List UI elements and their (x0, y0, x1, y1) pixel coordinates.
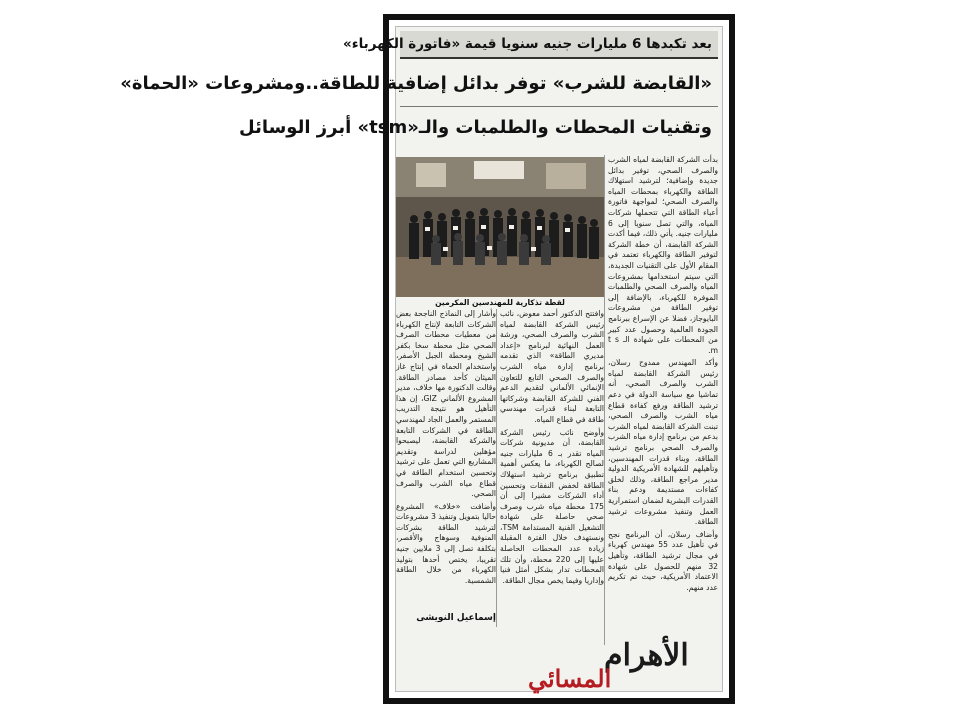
article-headline-line-2: وتقنيات المحطات والطلمبات والـ«tsm» أبرز الوسائل (239, 117, 712, 138)
group-photo-icon (396, 157, 604, 297)
article-kicker: بعد تكبدها 6 مليارات جنيه سنويا قيمة «فاتورة الكهرباء» (400, 31, 718, 59)
logo-name-masaai: المسائي (528, 664, 612, 693)
logo-name-ahram: الأهرام (604, 638, 689, 673)
paragraph: وأضافت «خلاف» المشروع حاليا بتمويل وتنفيذ 3 مشروعات لترشيد الطاقة بشركات المنوفية وسوهاج والأقصر، بتكلفة تصل إلى 3 ملايين جنيه تقريبا، يختص أحدها بتوليد الكهرباء من خلال الطاقة الشمسية. (396, 501, 496, 585)
paragraph: وافتتح الدكتور أحمد معوض، نائب رئيس الشركة القابضة لمياه الشرب والصرف الصحي، ورشة العمل النهائية لبرنامج «إعداد مديري الطاقة» الذي تقدمه برنامج إدارة مياه الشرب والصرف الصحي التابع للتعاون الإنمائي الألماني لتقديم الدعم الفني للشركة القابضة وشركاتها التابعة لبناء قدرات مهندسي طاقة في قطاع المياه. (500, 309, 604, 424)
photo-caption: لقطة تذكارية للمهندسين المكرمين (435, 298, 565, 307)
article-column-right (604, 155, 718, 645)
author-byline: إسماعيل النويشى (416, 613, 496, 623)
article-column-left (396, 309, 496, 609)
newspaper-logo (408, 629, 689, 693)
article-photo (396, 157, 604, 297)
article-column-middle (496, 309, 604, 627)
paragraph: وأوضح نائب رئيس الشركة القابضة، أن مديونية شركات المياه تقدر بـ 6 مليارات جنيه لصالح الكهرباء، ما يعكس أهمية تطبيق برنامج ترشيد استهلاك الطاقة لخفض النفقات وتحسين أداء الشركات مشيرا إلى أن 175 محطة مياه شرب وصرف صحي حاصلة على شهادة التشغيل الفنية المستدامة TSM، ونستهدف خلال الفترة المقبلة زيادة عدد المحطات الحاصلة عليها إلى 220 محطة، وأن تلك المحطات تدار بشكل أمثل فنيا وإداريا وفيما يخص مجال الطاقة. (500, 427, 604, 585)
article-headline-line-1: «القابضة للشرب» توفر بدائل إضافية للطاقة..ومشروعات «الحماة» (400, 62, 718, 107)
paragraph: بدأت الشركة القابضة لمياه الشرب والصرف الصحي، توفير بدائل جديدة وإضافية؛ لترشيد استهلاك الطاقة والكهرباء بمحطات المياه والصرف الصحي؛ لمواجهة فاتورة أعباء الطاقة التي تتحملها شركات المياه، والتي تصل سنويا إلى 6 مليارات جنيه. يأتي ذلك، فيما أكدت الشركة القابضة، أن خطة الشركة لتوفير الطاقة والكهرباء تعتمد في المقام الأول على التقنيات الجديدة، التي سيتم استخدامها بمشروعات المياه والصرف الصحي والطلمبات الموفرة للكهرباء، بالإضافة إلى توفير الطاقة من مشروعات البايوجاز، فضلا عن الإسراع ببرنامج الجودة العالمية وحصول عدد كبير من المحطات على شهادة الـ t s m. (608, 155, 718, 355)
newspaper-page (120, 26, 723, 693)
paragraph: وأضاف رسلان، أن البرنامج نجح في تأهيل عدد 55 مهندس كهرباء في مجال ترشيد الطاقة، وتأهيل 32 منهم للحصول على شهادة الاعتماد الأمريكية، حيث تم تكريم عدد منهم. (608, 529, 718, 592)
paragraph: وأكد المهندس ممدوح رسلان، رئيس الشركة القابضة لمياه الشرب والصرف الصحي، أنه تماشيا مع سياسة الدولة في دعم ترشيد الطاقة ورفع كفاءة قطاع مياه الشرب والصرف الصحي، تبنت الشركة القابضة لمياه الشرب بدعم من برنامج إدارة مياه الشرب والصرف الصحي برنامج ترشيد الطاقة، وبناء قدرات المهندسين، وتأهيلهم للشهادة الأمريكية الدولية مدير مراجع الطاقة، وذلك لخلق كفاءات مستديمة ودعم بناء القدرات البشرية لضمان استمرارية العمل وتنفيذ مشروعات ترشيد الطاقة. (608, 358, 718, 527)
paragraph: وأشار إلى النماذج الناجحة بعض الشركات التابعة لإنتاج الكهرباء من معطيات محطات الصرف الصحي مثل محطة سخا بكفر الشيخ ومحطة الجبل الأصفر، واستخدام الحماة في إنتاج غاز الميثان كأحد مصادر الطاقة. وقالت الدكتورة مها خلاف، مدير المشروع الألماني GIZ، إن هذا التأهيل هو نتيجة التدريب المستمر والعمل الجاد لمهندسي الطاقة في الشركات التابعة والشركة القابضة، ليصبحوا مؤهلين لدراسة وتقديم المشاريع التي تعمل على ترشيد وتحسين استخدام الطاقة في قطاع مياه الشرب والصرف الصحي. (396, 309, 496, 499)
newspaper-clipping (120, 14, 735, 704)
